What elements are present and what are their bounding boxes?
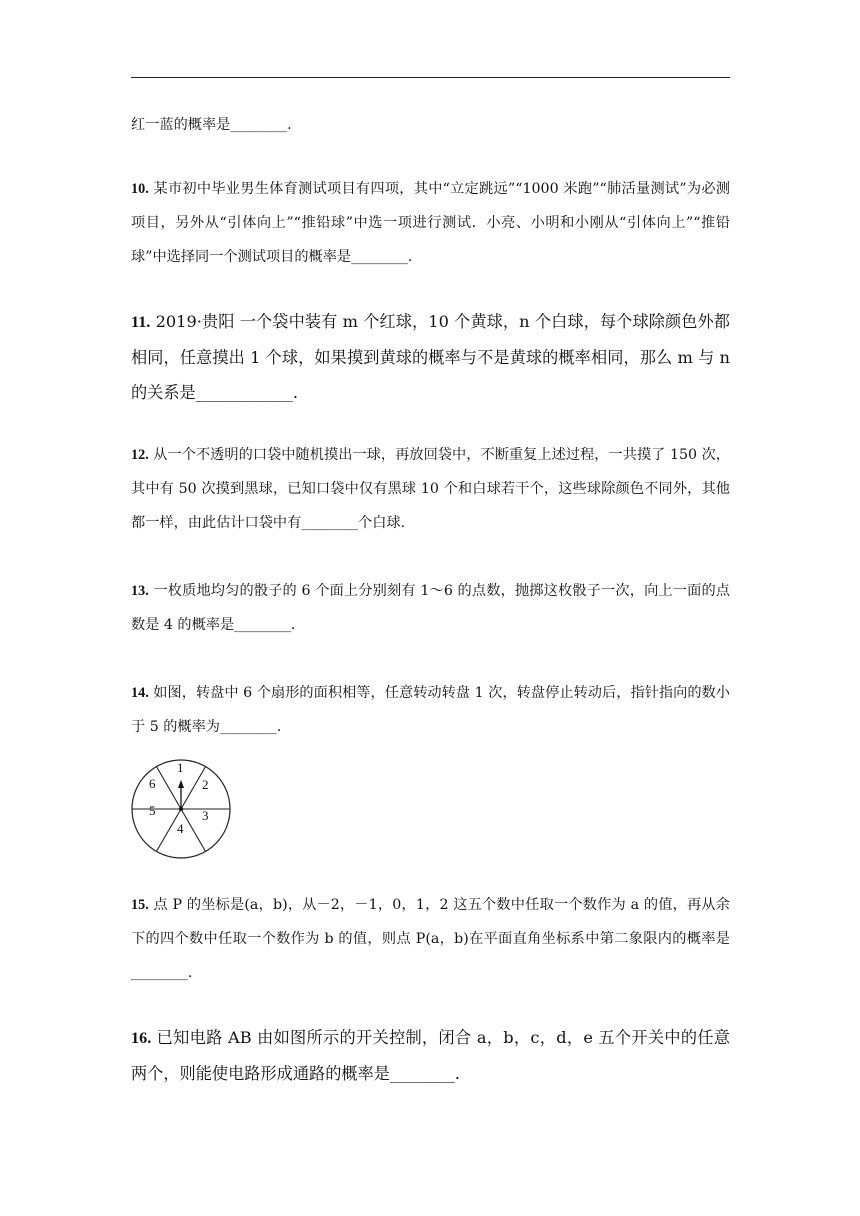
question-text: 点 P 的坐标是(a，b)，从－2，－1，0，1，2 这五个数中任取一个数作为 a 的值，再从余下的四个数中任取一个数作为 b 的值，则点 P(a，b)在平面直角坐标系中第二象限内的概率是________.	[131, 897, 730, 981]
question-13	[131, 574, 730, 642]
sector-label-2: 2	[202, 777, 209, 792]
question-text: 从一个不透明的口袋中随机摸出一球，再放回袋中，不断重复上述过程，一共摸了 150 次，其中有 50 次摸到黑球，已知口袋中仅有黑球 10 个和白球若干个，这些球除颜色不同外，其他都一样，由此估计口袋中有________个白球.	[131, 447, 730, 531]
sector-label-1: 1	[177, 760, 184, 775]
question-text: 一枚质地均匀的骰子的 6 个面上分别刻有 1～6 的点数，抛掷这枚骰子一次，向上一面的点数是 4 的概率是________.	[131, 583, 730, 633]
sector-label-5: 5	[149, 803, 156, 818]
question-number: 11.	[131, 313, 151, 331]
question-number: 16.	[131, 1029, 152, 1047]
question-11	[131, 304, 730, 410]
question-text: 已知电路 AB 由如图所示的开关控制，闭合 a，b，c，d，e 五个开关中的任意两个，则能使电路形成通路的概率是________.	[131, 1028, 730, 1083]
question-number: 10.	[131, 181, 149, 197]
sector-label-3: 3	[202, 808, 209, 823]
question-number: 12.	[131, 447, 149, 463]
question-number: 13.	[131, 583, 149, 599]
spinner-figure	[130, 758, 234, 862]
question-number: 15.	[131, 897, 149, 913]
question-text: 某市初中毕业男生体育测试项目有四项，其中“立定跳远”“1000 米跑”“肺活量测试”为必测项目，另外从“引体向上”“推铅球”中选一项进行测试．小亮、小明和小刚从“引体向上”“推铅球”中选择同一个测试项目的概率是________.	[131, 181, 730, 265]
question-10	[131, 172, 730, 274]
sector-label-4: 4	[177, 821, 184, 836]
question-12	[131, 438, 730, 540]
question-text: 2019·贵阳 一个袋中装有 m 个红球，10 个黄球，n 个白球，每个球除颜色外都相同，任意摸出 1 个球，如果摸到黄球的概率与不是黄球的概率相同，那么 m 与 n 的关系是____________.	[131, 312, 730, 402]
question-16	[131, 1020, 730, 1091]
spinner-center-dot	[179, 807, 183, 811]
spinner-pointer-arrow-icon	[178, 780, 184, 788]
question-text: 如图，转盘中 6 个扇形的面积相等，任意转动转盘 1 次，转盘停止转动后，指针指向的数小于 5 的概率为________.	[131, 685, 730, 735]
sector-label-6: 6	[149, 776, 156, 791]
question-14	[131, 676, 730, 744]
question-15	[131, 888, 730, 990]
header-rule	[131, 77, 730, 78]
question-number: 14.	[131, 685, 149, 701]
top-fragment-text: 红一蓝的概率是________.	[131, 117, 292, 133]
